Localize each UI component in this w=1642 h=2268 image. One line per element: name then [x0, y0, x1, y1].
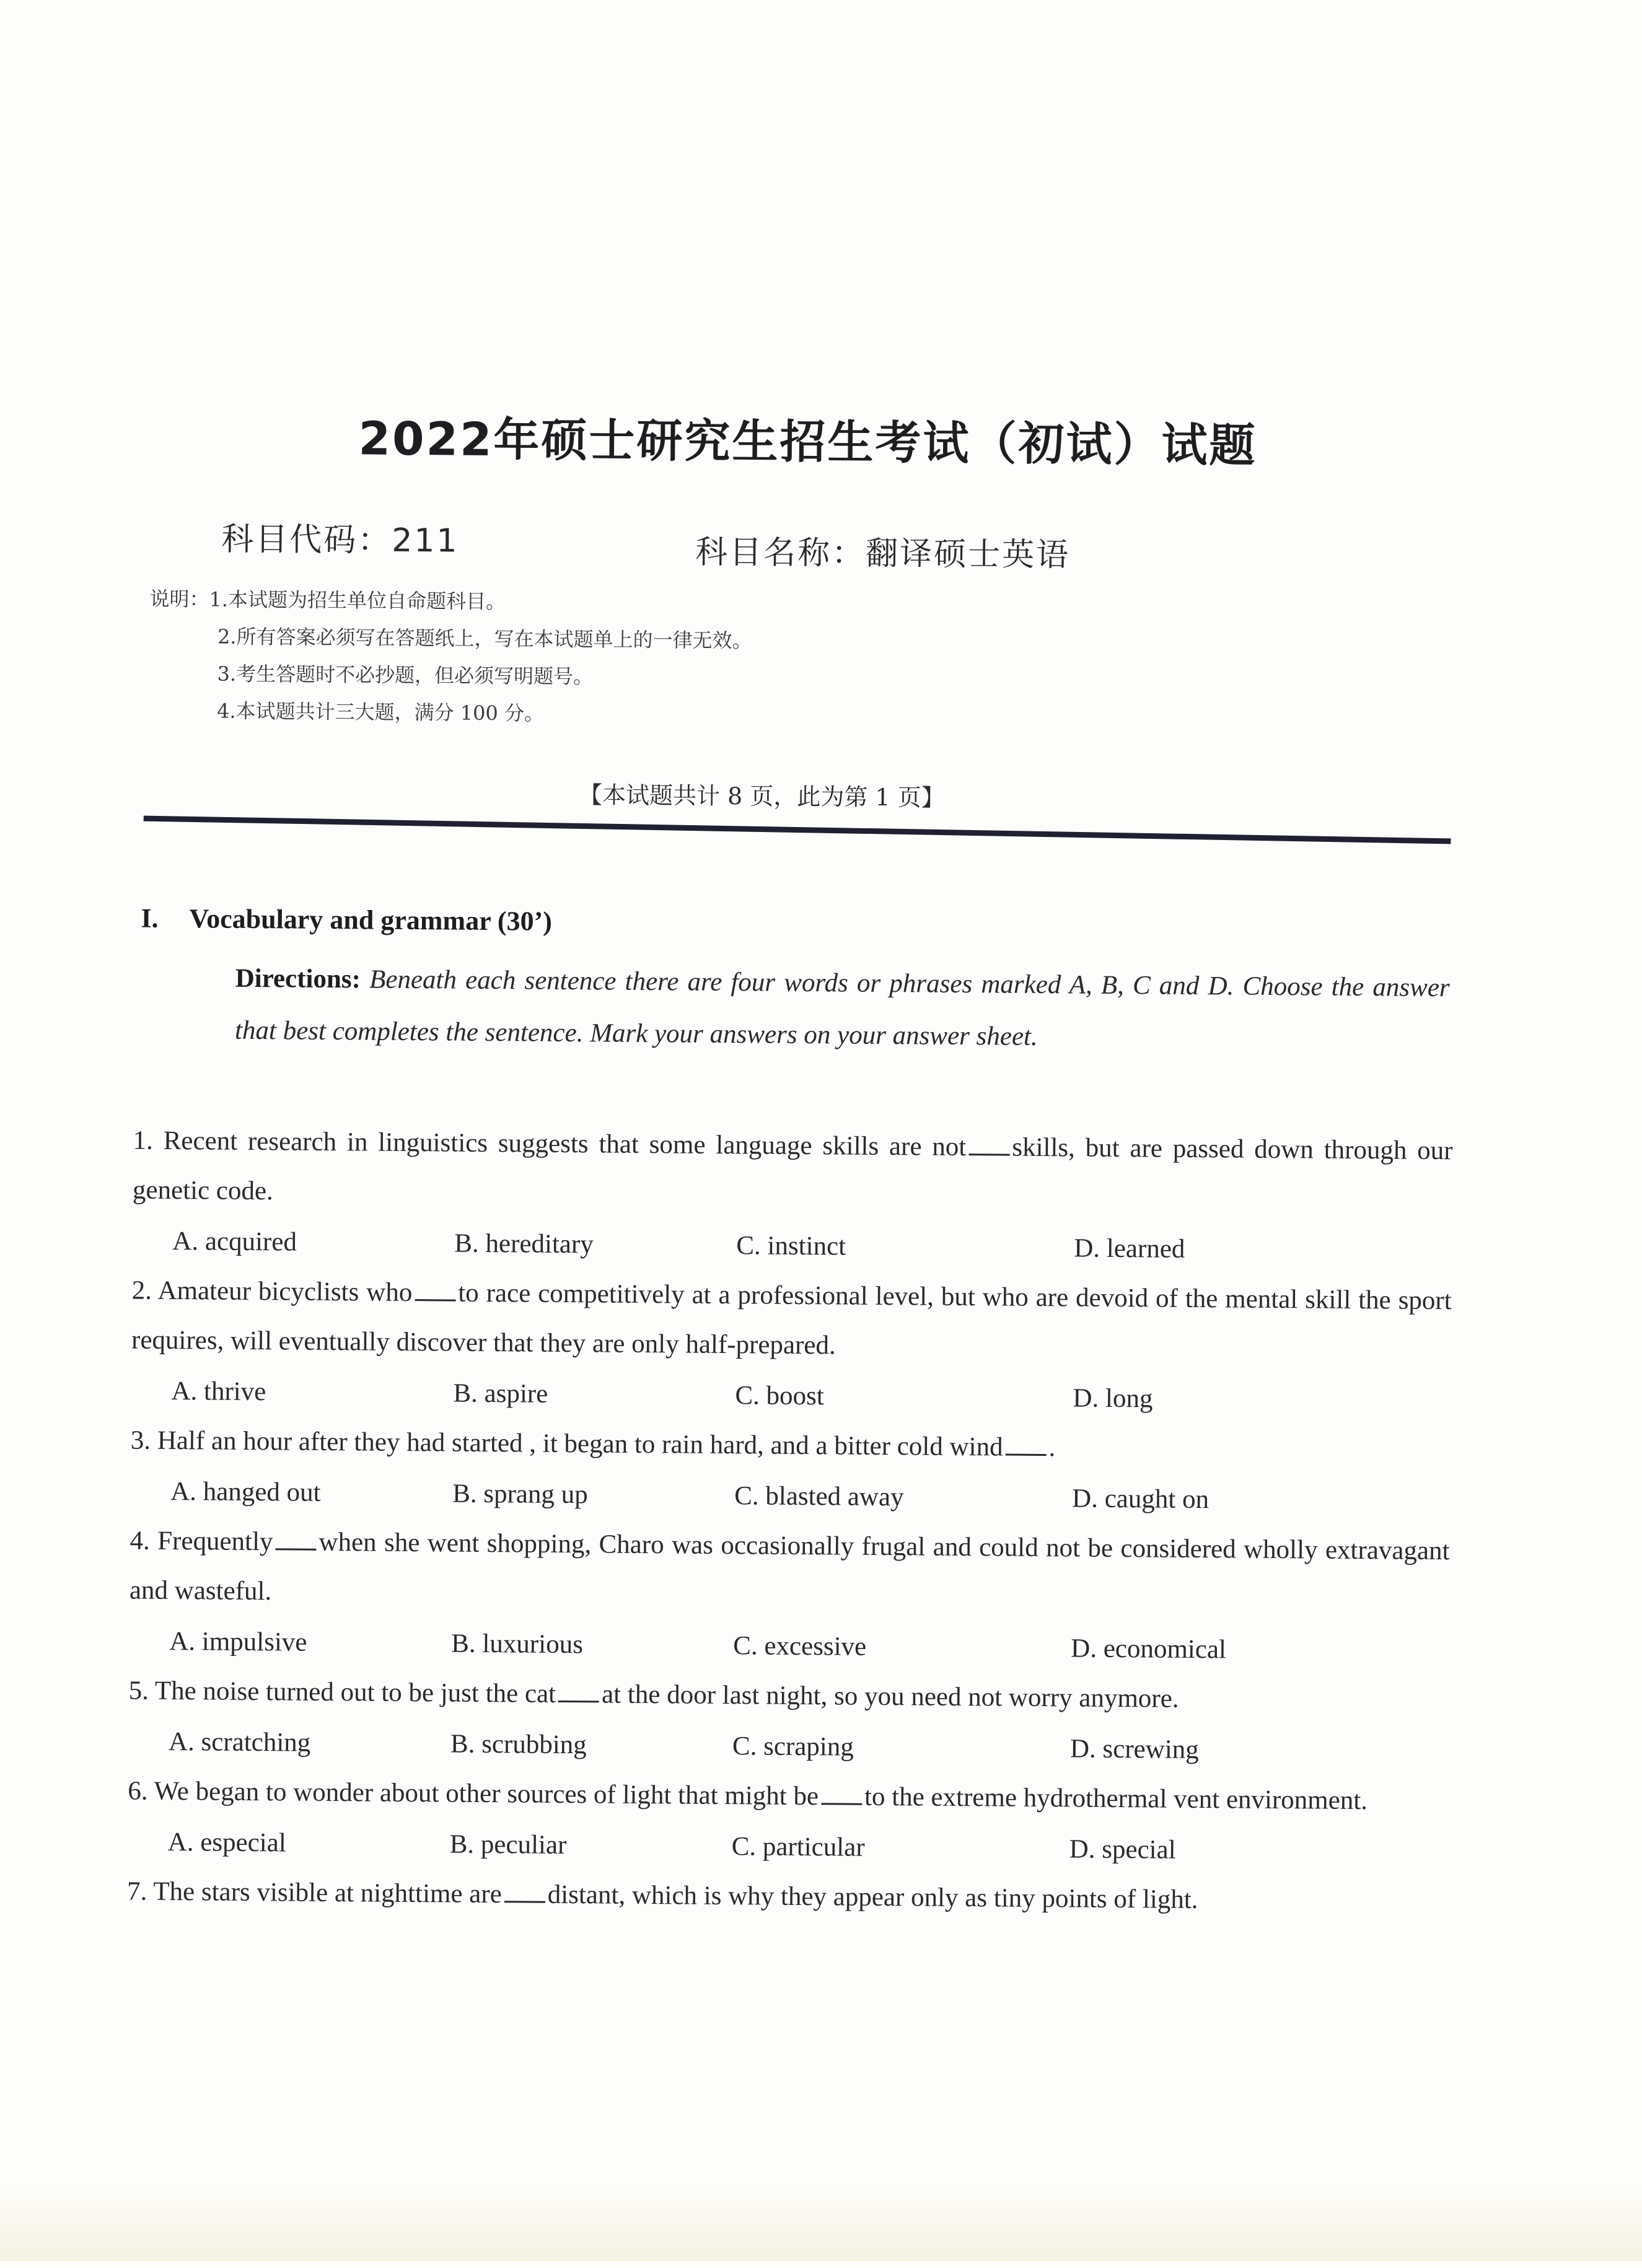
option-b: B. scrubbing: [450, 1729, 587, 1759]
subject-code-label: 科目代码：: [221, 520, 392, 559]
answer-blank: [558, 1682, 599, 1703]
header-divider: [144, 816, 1451, 844]
option-b: B. sprang up: [452, 1479, 588, 1509]
option-a: A. especial: [167, 1827, 286, 1857]
option-a: A. acquired: [172, 1226, 297, 1257]
option-c: C. scraping: [732, 1731, 854, 1762]
answer-blank: [968, 1135, 1009, 1156]
answer-blank: [415, 1281, 455, 1302]
question-stem: 6. We began to wonder about other sources of light that might be to the extreme hydrothermal vent environment.: [128, 1776, 1368, 1816]
note-item: 2.所有答案必须写在答题纸上，写在本试题单上的一律无效。: [217, 624, 752, 653]
question-number: 4.: [130, 1526, 151, 1556]
question-stem: 7. The stars visible at nighttime are distant, which is why they appear only as tiny points of light.: [126, 1876, 1198, 1915]
section-number: I.: [141, 903, 159, 934]
question-number: 1.: [133, 1126, 154, 1155]
subject-name-label: 科目名称：: [695, 533, 866, 572]
scan-edge-shading: [0, 2181, 1642, 2261]
note-item: 3.考生答题时不必抄题，但必须写明题号。: [217, 662, 594, 689]
option-c: C. instinct: [736, 1230, 846, 1261]
page-indicator: 【本试题共计 8 页，此为第 1 页】: [578, 781, 945, 812]
question-stem: 3. Half an hour after they had started , it began to rain hard, and a bitter cold wind .: [130, 1425, 1056, 1463]
question-item: [131, 1266, 1452, 1426]
option-a: A. scratching: [168, 1727, 311, 1758]
question-item: [132, 1116, 1453, 1276]
option-d: D. special: [1069, 1834, 1176, 1865]
option-b: B. peculiar: [449, 1829, 567, 1860]
question-list: [127, 1116, 1453, 1927]
question-stem: 5. The noise turned out to be just the cat at the door last night, so you need not worry anymore.: [128, 1676, 1179, 1714]
question-number: 3.: [130, 1425, 151, 1455]
question-stem: 4. Frequently when she went shopping, Charo was occasionally frugal and could not be considered wholly extravagant and wasteful.: [129, 1526, 1450, 1606]
option-d: D. caught on: [1071, 1483, 1210, 1514]
note-item: 4.本试题共计三大题，满分 100 分。: [216, 699, 545, 725]
option-d: D. long: [1073, 1383, 1153, 1413]
option-d: D. screwing: [1069, 1733, 1199, 1764]
section-title: Vocabulary and grammar (30’): [189, 903, 553, 937]
question-number: 6.: [128, 1776, 148, 1806]
answer-blank: [821, 1784, 862, 1805]
question-item: [128, 1666, 1449, 1777]
directions-label: Directions:: [235, 963, 361, 994]
option-b: B. aspire: [453, 1378, 548, 1409]
question-number: 7.: [126, 1876, 147, 1906]
subject-code-value: 211: [392, 522, 459, 560]
directions-text: Beneath each sentence there are four words or phrases marked A, B, C and D. Choose the answer that best completes the sentence. Mark your answers on your answer sheet.: [234, 965, 1450, 1051]
answer-blank: [504, 1882, 545, 1903]
question-item: [129, 1516, 1450, 1676]
option-c: C. boost: [735, 1380, 825, 1411]
answer-blank: [1005, 1435, 1046, 1456]
question-item: [127, 1766, 1447, 1877]
subject-name-value: 翻译硕士英语: [865, 535, 1071, 574]
subject-code-line: [221, 513, 459, 561]
question-item: [130, 1416, 1451, 1526]
option-a: A. hanged out: [170, 1476, 321, 1507]
option-d: D. economical: [1071, 1633, 1227, 1664]
question-number: 2.: [131, 1276, 152, 1305]
question-number: 5.: [128, 1676, 149, 1705]
subject-name-line: [695, 526, 1071, 576]
question-item: [127, 1867, 1447, 1927]
option-a: A. thrive: [171, 1376, 266, 1406]
question-stem: 2. Amateur bicyclists who to race competitively at a professional level, but who are devoid of the mental skill the sport requires, will eventually discover that they are only half-prepared.: [131, 1276, 1452, 1360]
answer-blank: [275, 1530, 316, 1551]
exam-notes: [149, 580, 752, 734]
option-c: C. excessive: [733, 1631, 867, 1662]
notes-label: 说明：: [149, 587, 209, 611]
section-heading: [141, 903, 552, 937]
option-d: D. learned: [1074, 1233, 1185, 1264]
option-b: B. hereditary: [454, 1228, 594, 1259]
option-c: C. blasted away: [734, 1481, 904, 1512]
option-b: B. luxurious: [451, 1629, 584, 1659]
option-a: A. impulsive: [169, 1626, 307, 1657]
section-directions: [235, 953, 1450, 1066]
option-c: C. particular: [731, 1831, 865, 1862]
question-stem: 1. Recent research in linguistics suggests that some language skills are not skills, but are passed down through our genetic code.: [132, 1126, 1453, 1206]
exam-title: 2022年硕士研究生招生考试（初试）试题: [358, 412, 1257, 473]
note-item: 说明：1.本试题为招生单位自命题科目。: [149, 587, 506, 614]
